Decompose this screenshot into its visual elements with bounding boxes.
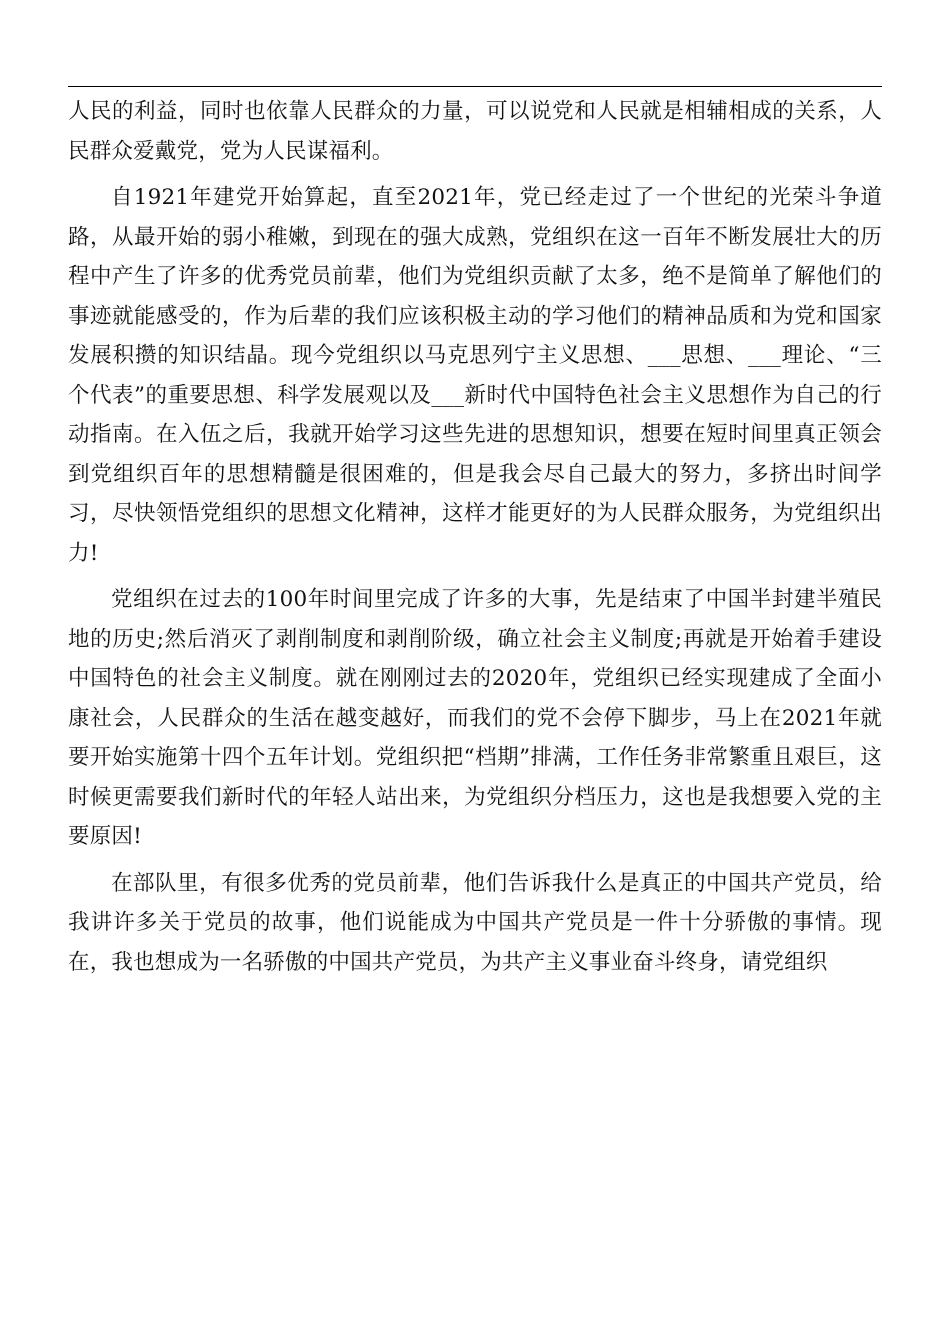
paragraph-army-members: 在部队里，有很多优秀的党员前辈，他们告诉我什么是真正的中国共产党员，给我讲许多关于党员的故事，他们说能成为中国共产党员是一件十分骄傲的事情。现在，我也想成为一名骄傲的中国共产党员，为共产主义事业奋斗终身，请党组织: [68, 870, 882, 975]
paragraph-party-achievements: 党组织在过去的100年时间里完成了许多的大事，先是结束了中国半封建半殖民地的历史;然后消灭了剥削制度和剥削阶级，确立社会主义制度;再就是开始着手建设中国特色的社会主义制度。就在刚刚过去的2020年，党组织已经实现建成了全面小康社会，人民群众的生活在越变越好，而我们的党不会停下脚步，马上在2021年就要开始实施第十四个五年计划。党组织把“档期”排满，工作任务非常繁重且艰巨，这时候更需要我们新时代的年轻人站出来，为党组织分档压力，这也是我想要入党的主要原因!: [68, 587, 882, 849]
document-body: [68, 92, 882, 982]
header-rule: [68, 86, 882, 87]
paragraph-party-history: 自1921年建党开始算起，直至2021年，党已经走过了一个世纪的光荣斗争道路，从最开始的弱小稚嫩，到现在的强大成熟，党组织在这一百年不断发展壮大的历程中产生了许多的优秀党员前辈，他们为党组织贡献了太多，绝不是简单了解他们的事迹就能感受的，作为后辈的我们应该积极主动的学习他们的精神品质和为党和国家发展积攒的知识结晶。现今党组织以马克思列宁主义思想、___思想、___理论、“三个代表”的重要思想、科学发展观以及___新时代中国特色社会主义思想作为自己的行动指南。在入伍之后，我就开始学习这些先进的思想知识，想要在短时间里真正领会到党组织百年的思想精髓是很困难的，但是我会尽自己最大的努力，多挤出时间学习，尽快领悟党组织的思想文化精神，这样才能更好的为人民群众服务，为党组织出力!: [68, 185, 882, 566]
paragraph-spacing: [68, 573, 882, 580]
paragraph-spacing: [68, 857, 882, 864]
paragraph-spacing: [68, 171, 882, 178]
paragraph-continuation: 人民的利益，同时也依靠人民群众的力量，可以说党和人民就是相辅相成的关系，人民群众爱戴党，党为人民谋福利。: [68, 99, 882, 164]
